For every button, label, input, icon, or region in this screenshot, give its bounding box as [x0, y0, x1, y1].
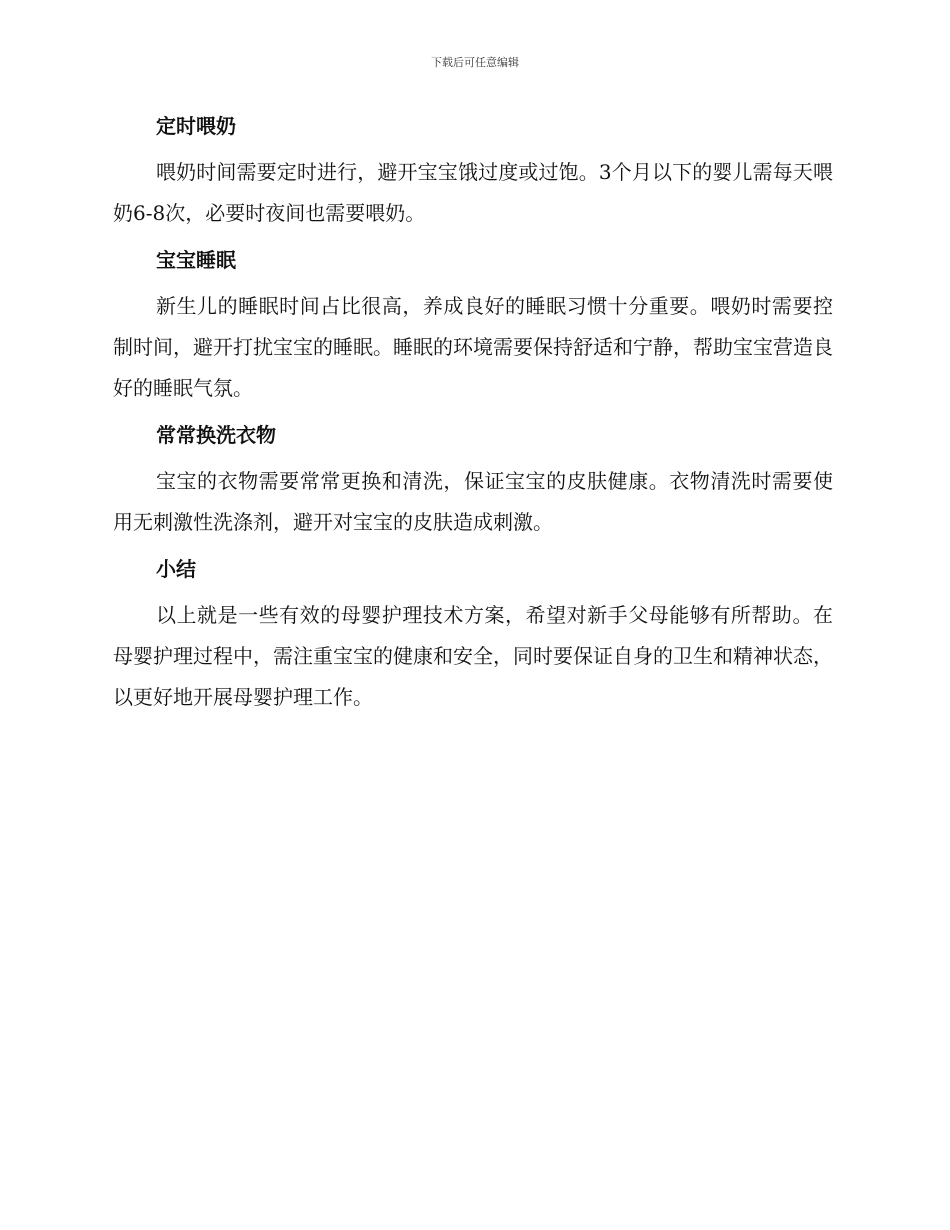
section-paragraph-clothes: 宝宝的衣物需要常常更换和清洗，保证宝宝的皮肤健康。衣物清洗时需要使用无刺激性洗涤剂，避开对宝宝的皮肤造成刺激。	[113, 469, 833, 534]
section-heading-clothes: 常常换洗衣物	[156, 423, 276, 447]
section-paragraph-summary: 以上就是一些有效的母婴护理技术方案，希望对新手父母能够有所帮助。在母婴护理过程中，需注重宝宝的健康和安全，同时要保证自身的卫生和精神状态，以更好地开展母婴护理工作。	[113, 603, 833, 709]
section-paragraph-feeding: 喂奶时间需要定时进行，避开宝宝饿过度或过饱。3个月以下的婴儿需每天喂奶6-8次，必要时夜间也需要喂奶。	[113, 160, 833, 225]
section-heading-sleep: 宝宝睡眠	[156, 248, 236, 272]
page-header: 下载后可任意编辑	[431, 56, 519, 69]
section-paragraph-sleep: 新生儿的睡眠时间占比很高，养成良好的睡眠习惯十分重要。喂奶时需要控制时间，避开打扰宝宝的睡眠。睡眠的环境需要保持舒适和宁静，帮助宝宝营造良好的睡眠气氛。	[113, 294, 833, 400]
document-body	[113, 110, 833, 728]
section-heading-summary: 小结	[156, 557, 196, 581]
section-heading-feeding: 定时喂奶	[156, 114, 236, 138]
